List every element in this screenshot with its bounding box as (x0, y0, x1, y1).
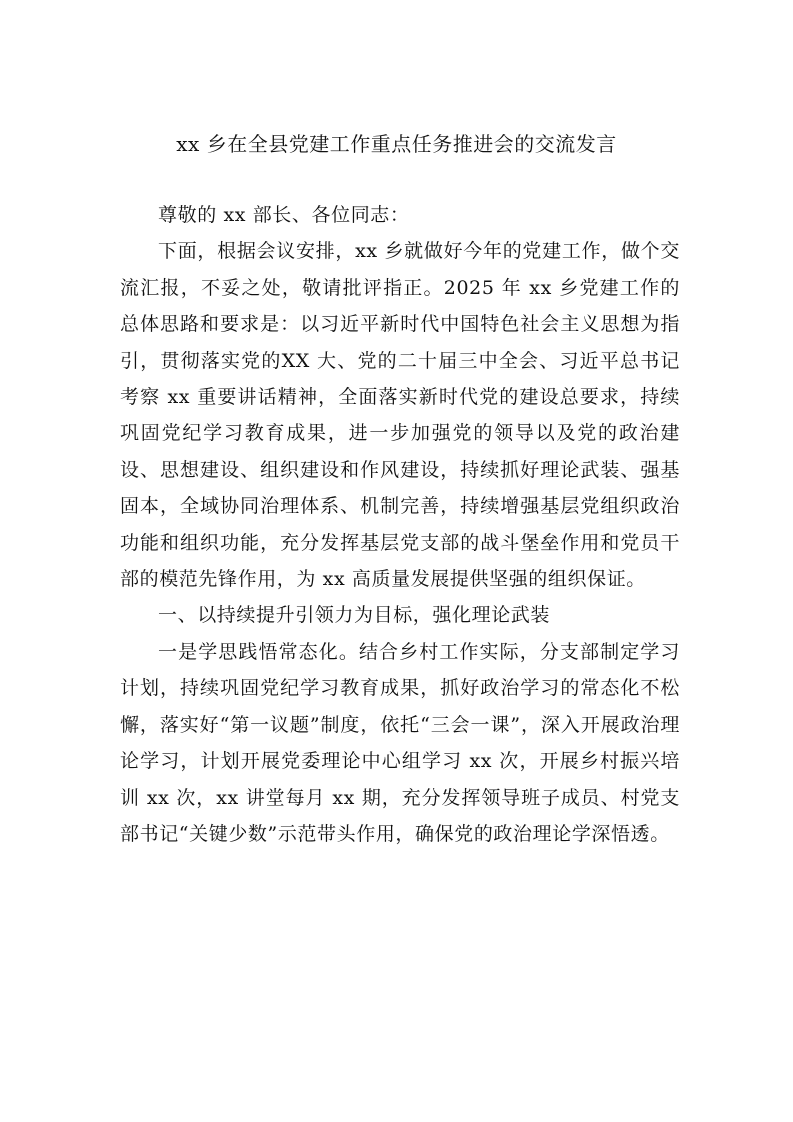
section-heading: 一、以持续提升引领力为目标，强化理论武装 (158, 604, 551, 627)
intro-paragraph: 下面，根据会议安排，xx 乡就做好今年的党建工作，做个交流汇报，不妥之处，敬请批评指正。2025 年 xx 乡党建工作的总体思路和要求是：以习近平新时代中国特色社会主义思想为指引，贯彻落实党的XX 大、党的二十届三中全会、习近平总书记考察 xx 重要讲话精神，全面落实新时代党的建设总要求，持续巩固党纪学习教育成果，进一步加强党的领导以及党的政治建设、思想建设、组织建设和作风建设，持续抓好理论武装、强基固本，全域协同治理体系、机制完善，持续增强基层党组织政治功能和组织功能，充分发挥基层党支部的战斗堡垒作用和党员干部的模范先锋作用，为 xx 高质量发展提供坚强的组织保证。 (120, 240, 680, 591)
body-paragraph: 一是学思践悟常态化。结合乡村工作实际，分支部制定学习计划，持续巩固党纪学习教育成果，抓好政治学习的常态化不松懈，落实好“第一议题”制度，依托“三会一课”，深入开展政治理论学习，计划开展党委理论中心组学习 xx 次，开展乡村振兴培训 xx 次，xx 讲堂每月 xx 期，充分发挥领导班子成员、村党支部书记“关键少数”示范带头作用，确保党的政治理论学深悟透。 (120, 640, 680, 845)
document-title: xx 乡在全县党建工作重点任务推进会的交流发言 (176, 132, 617, 156)
greeting-paragraph: 尊敬的 xx 部长、各位同志： (158, 204, 410, 226)
document-body (120, 197, 680, 852)
